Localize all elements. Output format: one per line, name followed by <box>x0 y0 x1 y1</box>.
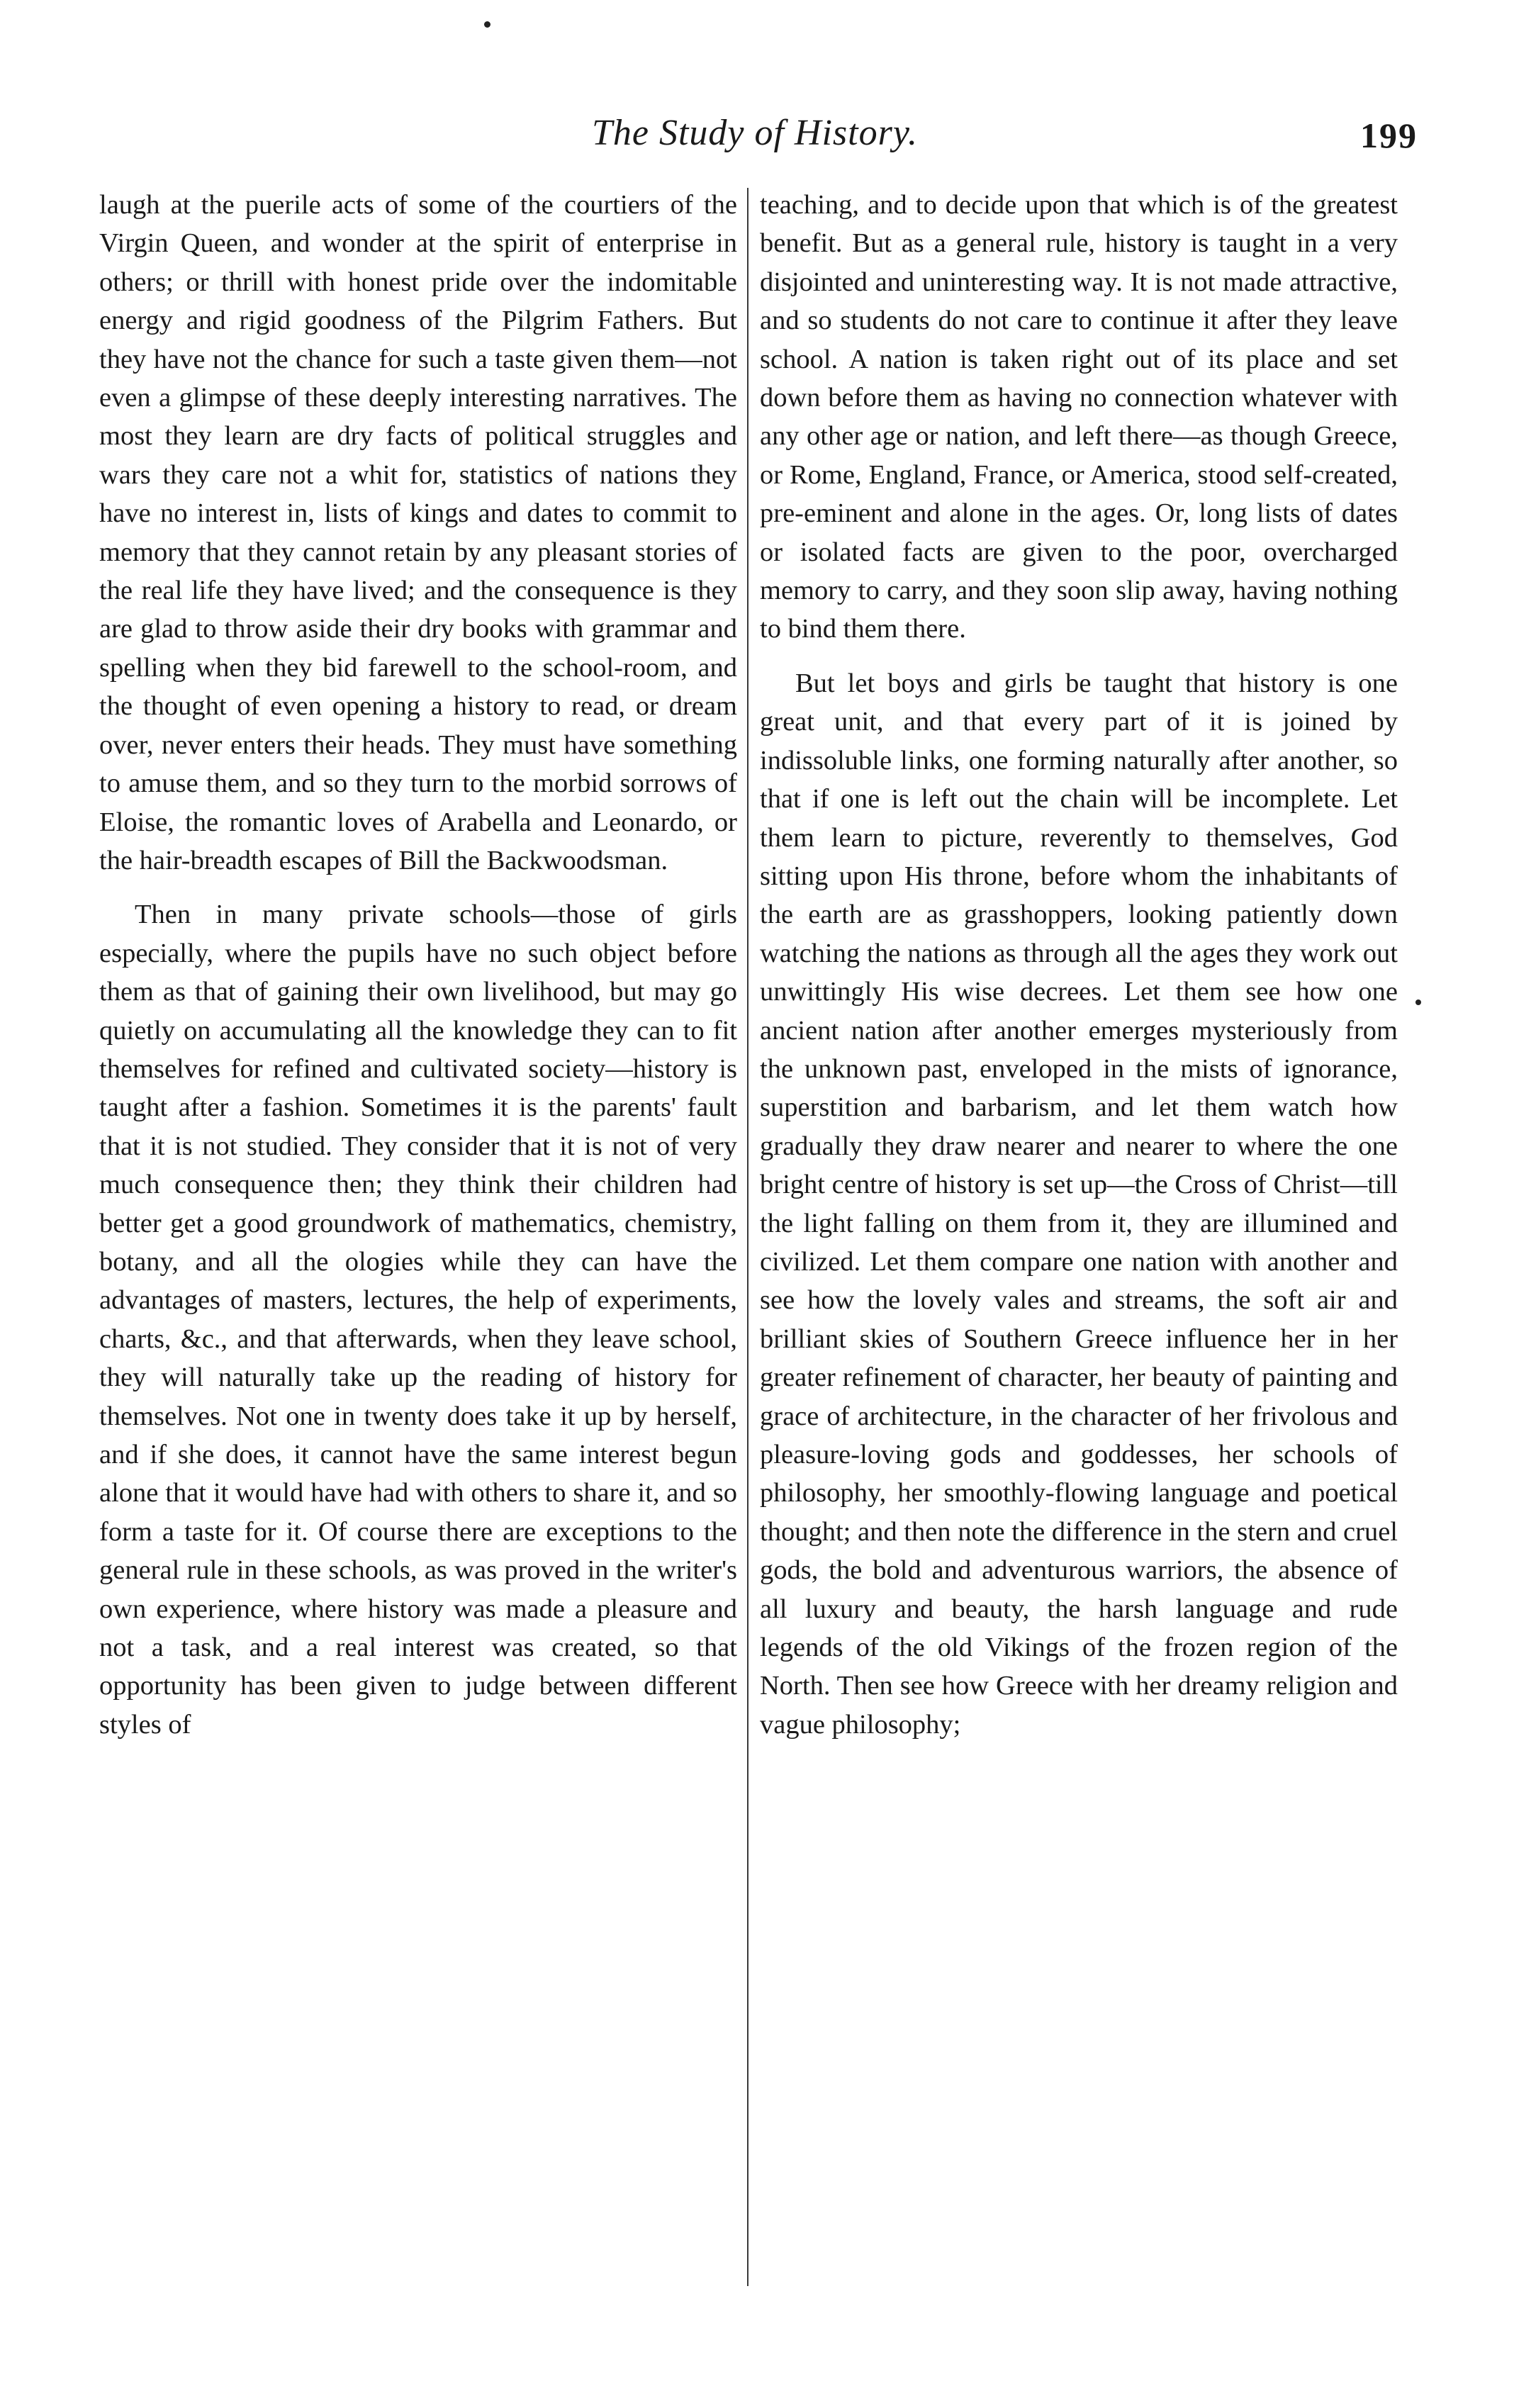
column-divider <box>747 188 748 2286</box>
left-column <box>99 186 737 1744</box>
page-header <box>92 106 1418 170</box>
paragraph: laugh at the puerile acts of some of the courtiers of the Virgin Queen, and wonder at the spirit of enterprise in others; or thrill with honest pride over the indomitable energy and rigid goodness of the Pilgrim Fathers. But they have not the chance for such a taste given them—not even a glimpse of these deeply interesting narratives. The most they learn are dry facts of political struggles and wars they care not a whit for, statistics of nations they have no interest in, lists of kings and dates to commit to memory that they cannot retain by any pleasant stories of the real life they have lived; and the consequence is they are glad to throw aside their dry books with grammar and spelling when they bid farewell to the school-room, and the thought of even opening a history to read, or dream over, never enters their heads. They must have something to amuse them, and so they turn to the morbid sorrows of Eloise, the romantic loves of Arabella and Leonardo, or the hair-breadth escapes of Bill the Backwoodsman. <box>99 190 737 875</box>
right-column <box>760 186 1398 1744</box>
paragraph: teaching, and to decide upon that which is of the greatest benefit. But as a general rule, history is taught in a very disjointed and uninteresting way. It is not made attractive, and so students do not care to continue it after they leave school. A nation is taken right out of its place and set down before them as having no connection whatever with any other age or nation, and left there—as though Greece, or Rome, England, France, or America, stood self-created, pre-eminent and alone in the ages. Or, long lists of dates or isolated facts are given to the poor, overcharged memory to carry, and they soon slip away, having nothing to bind them there. <box>760 190 1398 644</box>
page-number: 199 <box>1360 116 1418 155</box>
ink-speck <box>484 21 490 28</box>
paragraph: Then in many private schools—those of girls especially, where the pupils have no such object before them as that of gaining their own livelihood, but may go quietly on accumulating all the knowledge they can to fit themselves for refined and cultivated society—history is taught after a fashion. Sometimes it is the parents' fault that it is not studied. They consider that it is not of very much consequence then; they think their children had better get a good groundwork of mathematics, chemistry, botany, and all the ologies while they can have the advantages of masters, lectures, the help of experiments, charts, &c., and that afterwards, when they leave school, they will naturally take up the reading of history for themselves. Not one in twenty does take it up by herself, and if she does, it cannot have the same interest begun alone that it would have had with others to share it, and so form a taste for it. Of course there are exceptions to the general rule in these schools, as was proved in the writer's own experience, where history was made a pleasure and not a task, and a real interest was created, so that opportunity has been given to judge between different styles of <box>99 900 737 1740</box>
ink-speck <box>1415 999 1421 1005</box>
paragraph: But let boys and girls be taught that history is one great unit, and that every part of it is joined by indissoluble links, one forming naturally after another, so that if one is left out the chain will be incomplete. Let them learn to picture, reverently to themselves, God sitting upon His throne, before whom the inhabitants of the earth are as grasshoppers, looking patiently down watching the nations as through all the ages they work out unwittingly His wise decrees. Let them see how one ancient nation after another emerges mysteriously from the unknown past, enveloped in the mists of ignorance, superstition and barbarism, and let them watch how gradually they draw nearer and nearer to where the one bright centre of history is set up—the Cross of Christ—till the light falling on them from it, they are illumined and civilized. Let them compare one nation with another and see how the lovely vales and streams, the soft air and brilliant skies of Southern Greece influence her in her greater refinement of character, her beauty of painting and grace of architecture, in the character of her frivolous and pleasure-loving gods and goddesses, her schools of philosophy, her smoothly-flowing language and poetical thought; and then note the difference in the stern and cruel gods, the bold and adventurous warriors, the absence of all luxury and beauty, the harsh language and rude legends of the old Vikings of the frozen region of the North. Then see how Greece with her dreamy religion and vague philosophy; <box>760 668 1398 1740</box>
running-title: The Study of History. <box>591 113 919 153</box>
